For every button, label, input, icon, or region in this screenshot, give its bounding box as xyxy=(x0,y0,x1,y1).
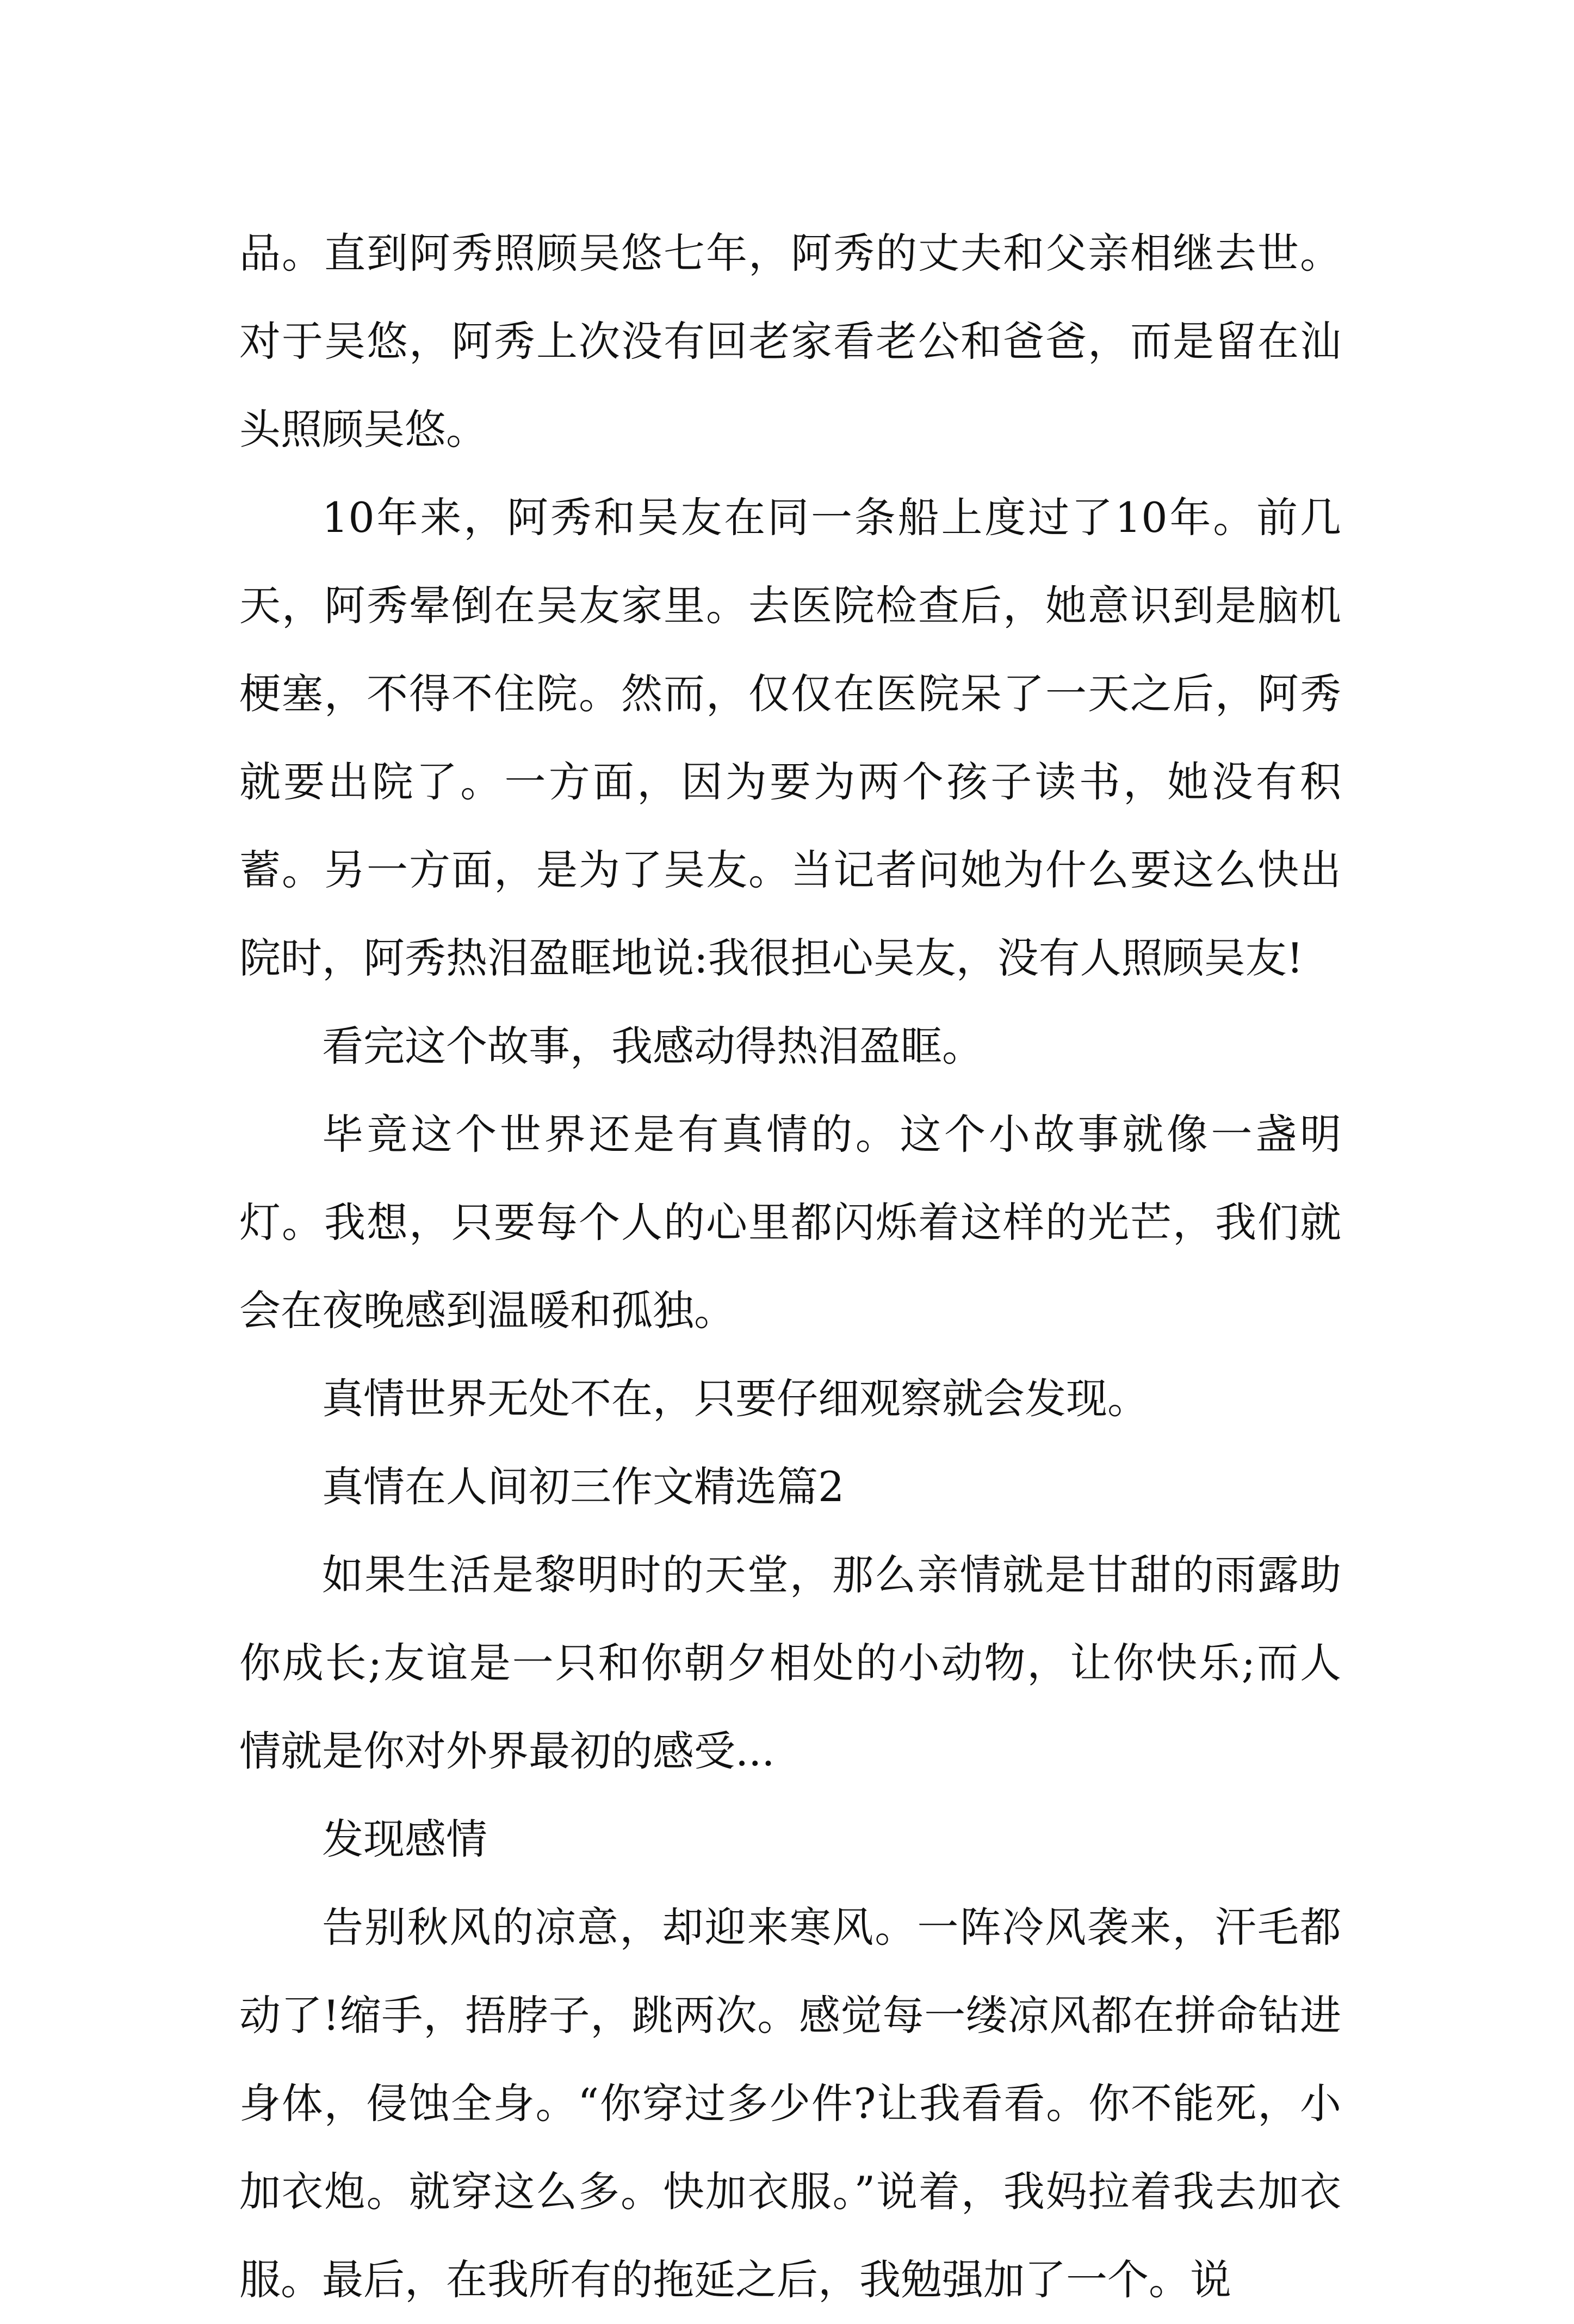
section-heading: 真情在人间初三作文精选篇2 xyxy=(322,1462,845,1511)
paragraph-2: 10年来，阿秀和吴友在同一条船上度过了10年。前几天，阿秀晕倒在吴友家里。去医院检查后，她意识到是脑机梗塞，不得不住院。然而，仅仅在医院呆了一天之后，阿秀就要出院了。一方面，因为要为两个孩子读书，她没有积蓄。另一方面，是为了吴友。当记者问她为什么要这么快出院时，阿秀热泪盈眶地说:我很担心吴友，没有人照顾吴友! xyxy=(239,493,1341,982)
paragraph-9: 告别秋风的凉意，却迎来寒风。一阵冷风袭来，汗毛都动了!缩手，捂脖子，跳两次。感觉每一缕凉风都在拼命钻进身体，侵蚀全身。“你穿过多少件?让我看看。你不能死，小加衣炮。就穿这么多。快加衣服。”说着，我妈拉着我去加衣服。最后，在我所有的拖延之后，我勉强加了一个。说 xyxy=(239,1903,1341,2304)
document-page xyxy=(239,209,1341,2324)
paragraph-4: 毕竟这个世界还是有真情的。这个小故事就像一盏明灯。我想，只要每个人的心里都闪烁着这样的光芒，我们就会在夜晚感到温暖和孤独。 xyxy=(239,1110,1341,1335)
paragraph-1: 品。直到阿秀照顾吴悠七年，阿秀的丈夫和父亲相继去世。对于吴悠，阿秀上次没有回老家看老公和爸爸，而是留在汕头照顾吴悠。 xyxy=(239,229,1341,454)
paragraph-5: 真情世界无处不在，只要仔细观察就会发现。 xyxy=(322,1374,1149,1423)
paragraph-7: 如果生活是黎明时的天堂，那么亲情就是甘甜的雨露助你成长;友谊是一只和你朝夕相处的小动物，让你快乐;而人情就是你对外界最初的感受... xyxy=(239,1551,1341,1775)
subheading: 发现感情 xyxy=(322,1815,487,1863)
paragraph-3: 看完这个故事，我感动得热泪盈眶。 xyxy=(322,1022,983,1070)
